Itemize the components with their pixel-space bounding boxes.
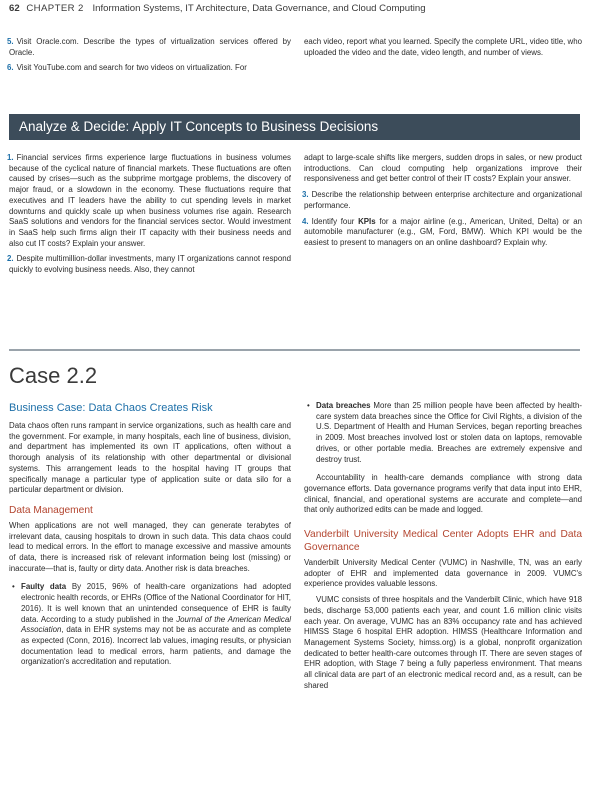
question-1: 1. Financial services firms experience large fluctuations in business volumes because of the cyclical nature of financial markets. These fluctuations are often caused by crises—such as the subprime mortgage problems, the discovery of major fraud, or a slowdown in the economy. These fluctuations require that executives and IT leaders have the ability to cut spending levels in market downturns and quickly scale up when business volumes rise again. Research SaaS solutions and vendors for the financial services sector. Would investment in SaaS help such firms align their IT capacity with their business needs and also cut IT costs? Explain your answer. bbox=[7, 153, 291, 248]
exercises-right-column bbox=[304, 37, 582, 63]
exercises-left-column bbox=[9, 37, 291, 79]
kpis-term: KPIs bbox=[358, 216, 376, 226]
section-divider bbox=[9, 349, 580, 351]
analyze-right-column bbox=[304, 153, 582, 254]
faulty-data-item: • Faulty data By 2015, 96% of health-care organizations had adopted electronic health records, or EHRs (Office of the National Coordinator for HIT, 2016). It is well known that an unintended consequence of EHR is faulty data. According to a study published in the Journal of the American Medical Association, data in EHR systems may not be as accurate and as complete as expected (Conn, 2016). Incorrect lab values, imaging results, or physician documentation lead to medical errors, harm patients, and damage the organization's accreditation and reputation. bbox=[21, 582, 291, 668]
case-right-column bbox=[304, 401, 582, 696]
accountability-paragraph: Accountability in health-care demands compliance with strong data governance efforts. Data governance programs verify that data input into EHR, clinical, financial, and operational systems are accurate and complete—and that only authorized edits can be made and logged. bbox=[304, 473, 582, 515]
data-management-text: When applications are not well managed, they can generate terabytes of irrelevant data, causing hospitals to drown in such data. This data chaos could lead to medical errors. In the effort to manage excessive and massive amounts of data, there is increased risk of relevant information being lost (missing) or inaccurate—that is, faulty or dirty data. Another risk is data breaches. bbox=[9, 520, 291, 573]
case-intro: Data chaos often runs rampant in service organizations, such as health care and the government. For example, in many hospitals, each line of business, division, and department has implemented its own IT applications, often without a thorough analysis of its relationship with other departmental or divisional systems. This arrangement leads to the hospital having IT groups that specifically manage a particular type of application suite or data silo for a particular department or division. bbox=[9, 421, 291, 495]
question-3: 3. Describe the relationship between enterprise architecture and organizational performance. bbox=[302, 190, 582, 210]
case-title: Case 2.2 bbox=[9, 363, 98, 388]
vumc-heading: Vanderbilt University Medical Center Adopts EHR and Data Governance bbox=[304, 529, 582, 554]
page-number: 62 bbox=[9, 3, 20, 14]
question-2: 2. Despite multimillion-dollar investments, many IT organizations cannot respond quickly to evolving business needs. Also, they cannot bbox=[7, 254, 291, 275]
exercise-5: 5. Visit Oracle.com. Describe the types of virtualization services offered by Oracle. bbox=[7, 37, 291, 57]
case-heading: Business Case: Data Chaos Creates Risk bbox=[9, 402, 213, 414]
case-left-column bbox=[9, 402, 291, 673]
exercise-6-continued: each video, report what you learned. Specify the complete URL, video title, who uploaded the video and the date, video length, and number of views. bbox=[304, 37, 582, 57]
running-head bbox=[9, 3, 426, 14]
data-management-heading: Data Management bbox=[9, 504, 93, 516]
vumc-paragraph-1: Vanderbilt University Medical Center (VUMC) in Nashville, TN, was an early adopter of EHR and implemented data governance in 2009. VUMC's experience provides valuable lessons. bbox=[304, 558, 582, 589]
exercise-6: 6. Visit YouTube.com and search for two videos on virtualization. For bbox=[7, 63, 247, 73]
analyze-left-column bbox=[9, 153, 291, 281]
question-2-continued: adapt to large-scale shifts like mergers, sudden drops in sales, or new product introductions. Can cloud computing help organizations improve their responsiveness and get better control of their IT costs? Explain your answer. bbox=[304, 153, 582, 184]
chapter-label: CHAPTER 2 bbox=[26, 3, 84, 14]
question-4: 4. Identify four KPIs for a major airline (e.g., American, United, Delta) or an automobile manufacturer (e.g., GM, Ford, BMW). Which KPI would be the easiest to present to managers on an online dashboard? Explain why. bbox=[302, 216, 583, 247]
data-breaches-item: • Data breaches More than 25 million people have been affected by health-care system data breaches since the Office for Civil Rights, a division of the U.S. Department of Health and Human Services, began reporting breaches in 2009. Most breaches involved lost or stolen data on laptops, removable drives, or other portable media. Breaches are extremely expensive and destroy trust. bbox=[316, 401, 582, 465]
vumc-paragraph-2: VUMC consists of three hospitals and the Vanderbilt Clinic, which have 918 beds, discharge 53,000 patients each year, and count 1.6 million clinic visits each year. On average, VUMC has an 83% occupancy rate and has achieved HIMSS Stage 6 hospital EHR adoption. HIMSS (Healthcare Information and Management Systems Society, himss.org) is a global, nonprofit organization dedicated to better health-care outcomes through IT. There are seven stages of EHR adoption, with Stage 7 being a fully paperless environment. That means all clinical data are part of an electronic medical record and, as a result, can be shared bbox=[304, 595, 582, 690]
journal-name: Journal of the American Medical Association bbox=[21, 614, 291, 635]
chapter-title: Information Systems, IT Architecture, Data Governance, and Cloud Computing bbox=[92, 3, 426, 14]
analyze-decide-banner: Analyze & Decide: Apply IT Concepts to Business Decisions bbox=[9, 114, 580, 140]
